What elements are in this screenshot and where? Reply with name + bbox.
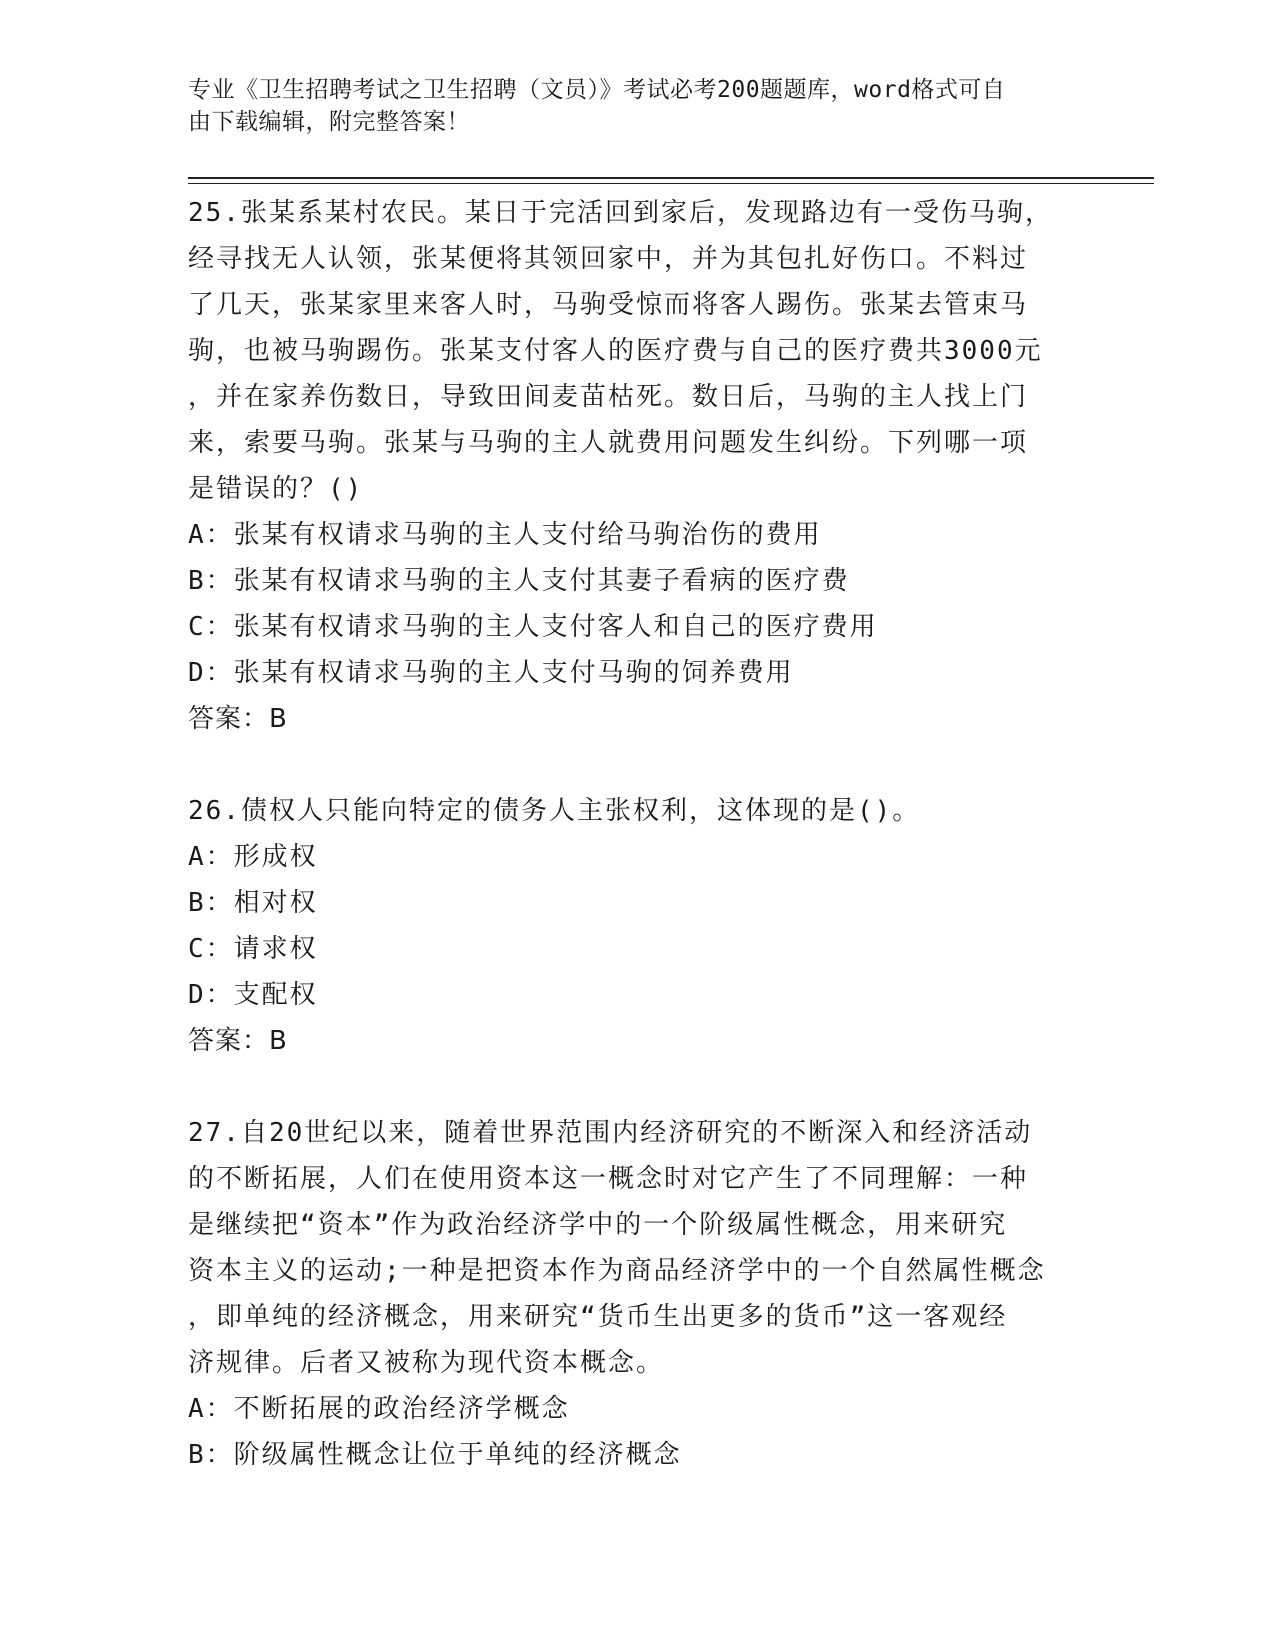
question-stem-line: 经寻找无人认领，张某便将其领回家中，并为其包扎好伤口。不料过 — [188, 244, 1029, 274]
header-line-2: 由下载编辑，附完整答案！ — [188, 109, 470, 135]
question-stem-line: 25.张某系某村农民。某日于完活回到家后，发现路边有一受伤马驹， — [188, 198, 1053, 228]
option-a: A：形成权 — [188, 842, 318, 872]
option-d: D：支配权 — [188, 980, 318, 1010]
question-stem-line: 是错误的？() — [188, 474, 364, 504]
option-d: D：张某有权请求马驹的主人支付马驹的饲养费用 — [188, 658, 794, 688]
option-a: A：不断拓展的政治经济学概念 — [188, 1394, 570, 1424]
header-line-1: 专业《卫生招聘考试之卫生招聘（文员）》考试必考200题题库，word格式可自 — [188, 77, 1006, 103]
question-stem-line: 驹，也被马驹踢伤。张某支付客人的医疗费与自己的医疗费共3000元 — [188, 336, 1043, 366]
option-b: B：阶级属性概念让位于单纯的经济概念 — [188, 1440, 682, 1470]
question-stem-line: 济规律。后者又被称为现代资本概念。 — [188, 1348, 665, 1378]
header-divider-thin — [188, 183, 1154, 184]
answer-line: 答案：B — [188, 1026, 288, 1056]
option-b: B：张某有权请求马驹的主人支付其妻子看病的医疗费 — [188, 566, 850, 596]
question-stem-line: 是继续把“资本”作为政治经济学中的一个阶级属性概念，用来研究 — [188, 1210, 1008, 1240]
document-header — [188, 74, 1078, 138]
question-stem-line: ，并在家养伤数日，导致田间麦苗枯死。数日后，马驹的主人找上门 — [188, 382, 1029, 412]
answer-line: 答案：B — [188, 704, 288, 734]
option-c: C：请求权 — [188, 934, 318, 964]
option-a: A：张某有权请求马驹的主人支付给马驹治伤的费用 — [188, 520, 822, 550]
question-stem-line: 26.债权人只能向特定的债务人主张权利，这体现的是()。 — [188, 796, 921, 826]
question-stem-line: 了几天，张某家里来客人时，马驹受惊而将客人踢伤。张某去管束马 — [188, 290, 1029, 320]
question-26 — [188, 788, 1088, 1064]
header-divider-thick — [188, 177, 1154, 179]
question-27 — [188, 1110, 1088, 1478]
question-stem-line: 27.自20世纪以来，随着世界范围内经济研究的不断深入和经济活动 — [188, 1118, 1033, 1148]
option-c: C：张某有权请求马驹的主人支付客人和自己的医疗费用 — [188, 612, 878, 642]
question-stem-line: 来，索要马驹。张某与马驹的主人就费用问题发生纠纷。下列哪一项 — [188, 428, 1029, 458]
question-stem-line: 资本主义的运动;一种是把资本作为商品经济学中的一个自然属性概念 — [188, 1256, 1046, 1286]
question-25 — [188, 190, 1088, 742]
question-list — [188, 190, 1088, 1524]
question-stem-line: ，即单纯的经济概念，用来研究“货币生出更多的货币”这一客观经 — [188, 1302, 1008, 1332]
question-stem-line: 的不断拓展，人们在使用资本这一概念时对它产生了不同理解：一种 — [188, 1164, 1029, 1194]
option-b: B：相对权 — [188, 888, 318, 918]
